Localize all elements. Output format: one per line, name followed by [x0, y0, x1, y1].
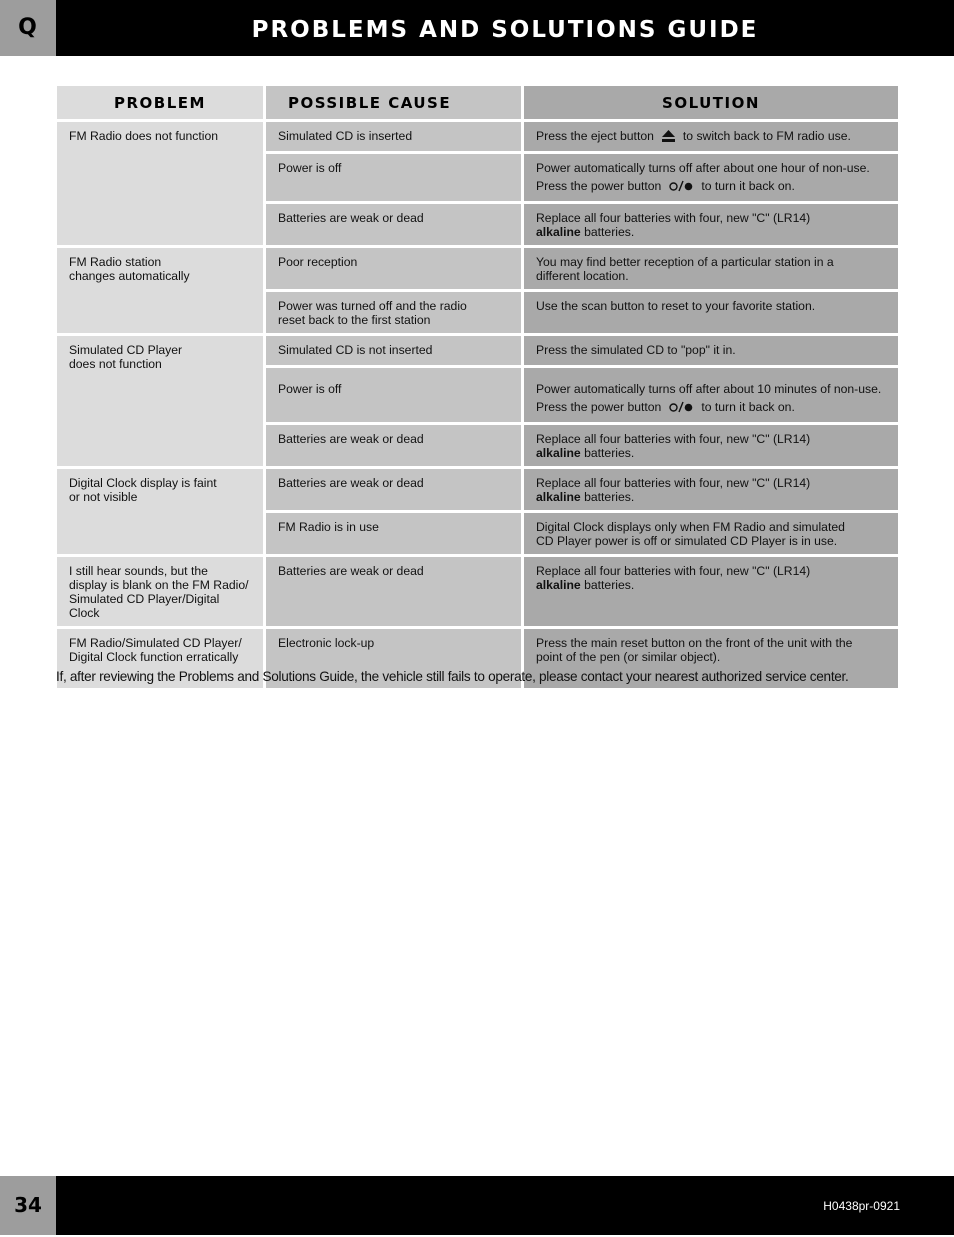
solution-text: Power automatically turns off after about one hour of non-use. — [536, 161, 870, 175]
cause-cell: Simulated CD is inserted — [266, 122, 524, 154]
footnote: If, after reviewing the Problems and Solutions Guide, the vehicle still fails to operate, please contact your nearest authorized service center. — [56, 669, 849, 684]
table-row — [57, 469, 898, 513]
solution-text: batteries. — [580, 225, 635, 239]
solution-text: batteries. — [580, 446, 635, 460]
solution-cell — [524, 122, 898, 154]
column-header-possible-cause: POSSIBLE CAUSE — [266, 86, 524, 122]
cause-cell: Power was turned off and the radio reset back to the first station — [266, 292, 524, 336]
cause-cell: Batteries are weak or dead — [266, 557, 524, 629]
document-code: H0438pr-0921 — [823, 1199, 900, 1213]
problem-cell: FM Radio/Simulated CD Player/ Digital Clock function erratically — [57, 629, 266, 688]
section-letter: Q — [0, 0, 56, 56]
power-button-icon — [669, 401, 693, 416]
solution-cell: Use the scan button to reset to your favorite station. — [524, 292, 898, 336]
solution-cell — [524, 557, 898, 629]
solution-text: Replace all four batteries with four, new "C" (LR14) — [536, 564, 811, 578]
solution-cell — [524, 469, 898, 513]
table-row — [57, 122, 898, 154]
table-row — [57, 248, 898, 292]
solution-text: Replace all four batteries with four, new "C" (LR14) — [536, 476, 811, 490]
problem-cell: FM Radio does not function — [57, 122, 266, 248]
solution-text: to turn it back on. — [701, 179, 795, 193]
solution-text: to turn it back on. — [701, 400, 795, 414]
solution-text: Replace all four batteries with four, new "C" (LR14) — [536, 211, 811, 225]
solution-cell: You may find better reception of a particular station in a different location. — [524, 248, 898, 292]
solution-text: to switch back to FM radio use. — [682, 129, 851, 143]
solution-text: Press the power button — [536, 400, 662, 414]
solution-cell: Digital Clock displays only when FM Radio and simulated CD Player power is off or simulated CD Player is in use. — [524, 513, 898, 557]
page-title: PROBLEMS AND SOLUTIONS GUIDE — [251, 17, 759, 43]
solution-cell — [524, 425, 898, 469]
solution-bold: alkaline — [536, 225, 581, 239]
solution-cell — [524, 204, 898, 248]
eject-icon — [662, 130, 675, 145]
cause-cell: Power is off — [266, 154, 524, 204]
problems-solutions-table — [57, 86, 898, 688]
cause-cell: Batteries are weak or dead — [266, 425, 524, 469]
cause-cell: Batteries are weak or dead — [266, 204, 524, 248]
cause-cell: Power is off — [266, 368, 524, 425]
solution-text: Replace all four batteries with four, new "C" (LR14) — [536, 432, 811, 446]
column-header-solution: SOLUTION — [524, 86, 898, 122]
cause-cell: Poor reception — [266, 248, 524, 292]
solution-text: batteries. — [580, 490, 635, 504]
solution-cell — [524, 154, 898, 204]
solution-text: batteries. — [580, 578, 635, 592]
solution-text: Press the power button — [536, 179, 662, 193]
solution-text: Press the eject button — [536, 129, 654, 143]
table-header-row — [57, 86, 898, 122]
page-number: 34 — [0, 1176, 56, 1235]
solution-cell: Press the simulated CD to "pop" it in. — [524, 336, 898, 368]
problem-cell: I still hear sounds, but the display is blank on the FM Radio/ Simulated CD Player/Digital Clock — [57, 557, 266, 629]
solution-bold: alkaline — [536, 578, 581, 592]
table-row — [57, 336, 898, 368]
problem-cell: Digital Clock display is faint or not visible — [57, 469, 266, 557]
footer-bar — [0, 1176, 954, 1235]
cause-cell: Electronic lock-up — [266, 629, 524, 688]
solution-cell: Press the main reset button on the front of the unit with the point of the pen (or similar object). — [524, 629, 898, 688]
solution-bold: alkaline — [536, 490, 581, 504]
column-header-problem: PROBLEM — [57, 86, 266, 122]
solution-bold: alkaline — [536, 446, 581, 460]
solution-text: Power automatically turns off after about 10 minutes of non-use. — [536, 382, 882, 396]
cause-cell: Simulated CD is not inserted — [266, 336, 524, 368]
cause-cell: Batteries are weak or dead — [266, 469, 524, 513]
power-button-icon — [669, 180, 693, 195]
cause-cell: FM Radio is in use — [266, 513, 524, 557]
problem-cell: FM Radio station changes automatically — [57, 248, 266, 336]
table-row — [57, 557, 898, 629]
problem-cell: Simulated CD Player does not function — [57, 336, 266, 469]
solution-cell — [524, 368, 898, 425]
header-bar — [0, 0, 954, 56]
